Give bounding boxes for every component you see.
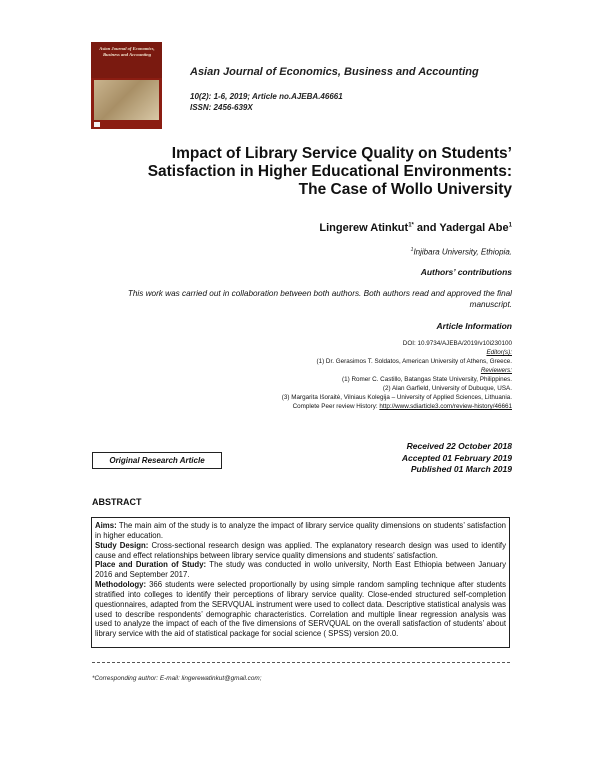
title-line: The Case of Wollo University	[298, 181, 512, 198]
reviewer: (2) Alan Garfield, University of Dubuque, USA.	[382, 385, 512, 392]
reviewer: (1) Romer C. Castillo, Batangas State University, Philippines.	[342, 376, 512, 383]
design-label: Study Design:	[95, 540, 149, 550]
design-text: Cross-sectional research design was applied. The explanatory research design was used to identify cause and effect relationships between library service quality dimensions and students’ satisfaction.	[95, 540, 506, 560]
article-type-badge: Original Research Article	[92, 452, 222, 469]
contributions-text: This work was carried out in collaboration between both authors. Both authors read and approved the final manuscript.	[127, 289, 512, 309]
review-history-link[interactable]: http://www.sdiarticle3.com/review-history/46661	[379, 403, 512, 410]
reviewer: (3) Margarita Išoraitė, Vilniaus Kolegija – University of Applied Sciences, Lithuania.	[281, 394, 512, 401]
publisher-logo-icon	[94, 122, 100, 127]
review-history	[172, 402, 512, 411]
affiliation-text: Injibara University, Ethiopia.	[413, 247, 512, 257]
aims-label: Aims:	[95, 521, 117, 530]
abstract-methodology	[95, 580, 506, 639]
abstract-aims	[95, 521, 506, 541]
abstract-heading: ABSTRACT	[92, 497, 142, 507]
corresponding-author-footnote: *Corresponding author: E-mail: lingerewatinkut@gmail.com;	[92, 675, 262, 682]
title-line: Satisfaction in Higher Educational Environments:	[147, 163, 512, 180]
affiliation-mark: 1	[410, 247, 414, 253]
paper-title	[72, 145, 512, 199]
cover-title: Asian Journal of Economics, Business and Accounting	[99, 46, 155, 57]
published-date: Published 01 March 2019	[410, 464, 512, 474]
received-date: Received 22 October 2018	[406, 441, 512, 451]
title-line: Impact of Library Service Quality on Students’	[171, 145, 512, 162]
volume-line: 10(2): 1-6, 2019; Article no.AJEBA.46661	[190, 92, 343, 101]
abstract-place	[95, 560, 506, 580]
editors-label: Editor(s):	[486, 349, 512, 356]
journal-cover-image	[91, 42, 162, 129]
reviewers-label: Reviewers:	[480, 367, 512, 374]
article-info-heading: Article Information	[436, 321, 512, 331]
author-name: Yadergal Abe	[439, 222, 509, 234]
footnote-divider	[92, 662, 510, 663]
affiliation	[411, 247, 512, 257]
contributions-heading: Authors’ contributions	[420, 267, 512, 277]
article-info	[172, 339, 512, 411]
author-affiliation-mark: 1	[508, 222, 512, 229]
doi: DOI: 10.9734/AJEBA/2019/v10i230100	[402, 340, 512, 347]
article-dates	[402, 441, 512, 476]
issn: ISSN: 2456-639X	[190, 103, 253, 112]
cover-photo	[94, 80, 159, 120]
methodology-label: Methodology:	[95, 580, 147, 590]
methodology-text: 366 students were selected proportionally by using simple random sampling technique after students stratified into colleges to identify their perceptions of library service quality. Close-ended structured self-completion questionnaires, adapted from the SERVQUAL instrument were used to collect data. Descriptive statistical analysis was used to describe respondents’ demographic characteristics. Correlation and multiple linear regression analysis was used to analyze the impact of each of the five dimensions of SERVQUAL on the overall satisfaction of students’ about library service with the aid of statistical package for social science ( SPSS) version 20.0.	[95, 580, 506, 639]
accepted-date: Accepted 01 February 2019	[401, 452, 512, 463]
abstract-design	[95, 541, 506, 561]
place-label: Place and Duration of Study:	[95, 560, 207, 570]
authors	[319, 222, 512, 234]
author-separator: and	[413, 222, 440, 234]
aims-text: The main aim of the study is to analyze the impact of library service quality dimensions on students’ satisfaction in higher education.	[95, 521, 506, 540]
review-history-label: Complete Peer review History:	[292, 403, 380, 410]
author-name: Lingerew Atinkut	[319, 222, 409, 234]
author-affiliation-mark: 1*	[408, 222, 414, 229]
abstract-box	[91, 517, 510, 648]
editor: (1) Dr. Gerasimos T. Soldatos, American University of Athens, Greece.	[316, 358, 512, 365]
place-text: The study was conducted in wollo university, North East Ethiopia between January 2016 and September 2017.	[95, 560, 507, 580]
journal-name: Asian Journal of Economics, Business and Accounting	[190, 66, 479, 78]
